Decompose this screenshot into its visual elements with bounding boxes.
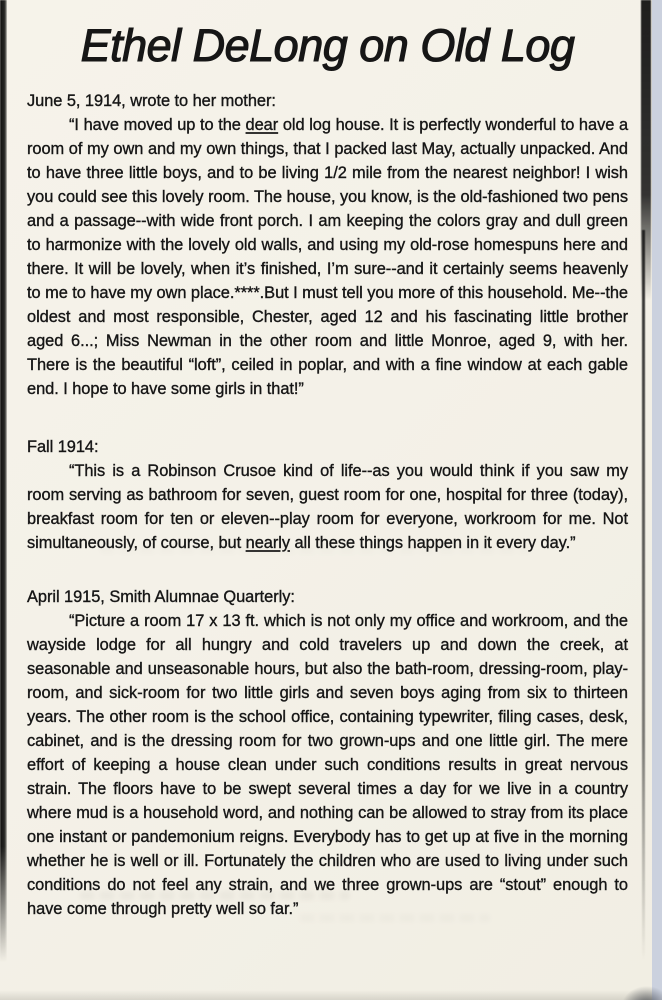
paragraph bbox=[27, 609, 628, 921]
page-right-edge-line bbox=[642, 230, 645, 960]
page-content bbox=[27, 0, 628, 921]
page-corner-curl-shadow bbox=[618, 983, 662, 1000]
section-june-1914 bbox=[27, 89, 628, 401]
paragraph bbox=[27, 113, 628, 401]
paragraph bbox=[27, 459, 628, 555]
text-run: old log house. It is perfectly wonderful to have a room of my own and my own things, that I packed last May, actually unpacked. And to have three little boys, and to be living 1/2 mile from the nearest neighbor! I wish you could see this lovely room. The house, you know, is the old-fashioned two pens and a passage--with wide front porch. I am keeping the colors gray and dull green to harmonize with the lovely old walls, and using my old-rose homespuns here and there. It will be lovely, when it’s finished, I’m sure--and it certainly seems heavenly to me to have my own place.****.But I must tell you more of this household. Me--the oldest and most responsible, Chester, aged 12 and his fascinating little brother aged 6...; Miss Newman in the other room and little Monroe, aged 9, with her. There is the beautiful “loft”, ceiled in poplar, and with a fine window at each gable end. I hope to have some girls in that!” bbox=[27, 115, 629, 398]
page-title: Ethel DeLong on Old Log bbox=[80, 20, 575, 71]
section-april-1915 bbox=[27, 585, 628, 921]
section-heading: June 5, 1914, wrote to her mother: bbox=[27, 91, 276, 110]
section-heading: Fall 1914: bbox=[27, 437, 99, 456]
section-fall-1914 bbox=[27, 435, 628, 555]
text-run: “Picture a room 17 x 13 ft. which is not only my office and workroom, and the wayside lodge for all hungry and cold travelers up and down the creek, at seasonable and unseasonable hours, but also the bath-room, dressing-room, play-room, and sick-room for two little girls and seven boys aging from six to thirteen years. The other room is the school office, containing typewriter, filing cases, desk, cabinet, and is the dressing room for two grown-ups and one little girl. The mere effort of keeping a house clean under such conditions results in great nervous strain. The floors have to be swept several times a day for we live in a country where mud is a household word, and nothing can be allowed to stray from its place one instant or pandemonium reigns. Everybody has to get up at five in the morning whether he is well or ill. Fortunately the children who are used to living under such conditions do not feel any strain, and we three grown-ups are “stout” enough to have come through pretty well so far.” bbox=[27, 611, 628, 918]
text-run: all these things happen in it every day.” bbox=[289, 533, 576, 552]
underlined-word: dear bbox=[245, 115, 279, 134]
page-left-edge-shadow bbox=[0, 0, 7, 962]
text-run: “I have moved up to the bbox=[69, 115, 246, 134]
section-heading: April 1915, Smith Alumnae Quarterly: bbox=[27, 587, 295, 606]
underlined-word: nearly bbox=[245, 533, 290, 552]
text-run: “This is a Robinson Crusoe kind of life--as you would think if you saw my room serving as bathroom for seven, guest room for one, hospital for three (today), breakfast room for ten or eleven--play room for everyone, workroom for me. Not simultaneously, of course, but bbox=[27, 461, 628, 552]
